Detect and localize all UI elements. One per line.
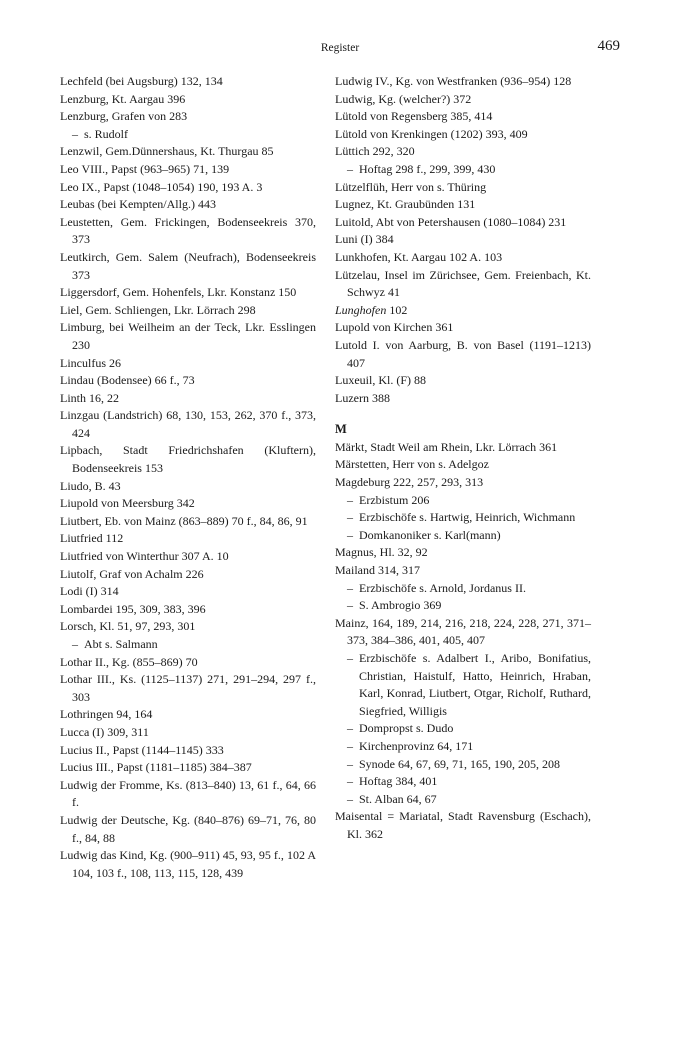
entry-text: Ludwig IV., Kg. von Westfranken (936–954) 128 [335,74,572,88]
index-entry [60,583,316,601]
entry-text: Luzern 388 [335,390,390,405]
index-entry [335,91,591,109]
entry-text: Leustetten, Gem. Frickingen, Bodenseekreis 370, 373 [60,214,316,247]
entry-text: Lothar II., Kg. (855–869) 70 [60,654,198,669]
entry-text: Lenzburg, Kt. Aargau 396 [60,91,186,106]
entry-text: Leutkirch, Gem. Salem (Neufrach), Bodenseekreis 373 [60,249,316,282]
page-header [60,40,620,60]
index-subentry [335,756,591,774]
index-subentry [335,773,591,791]
index-subentry [60,636,316,654]
entry-text: Lupold von Kirchen 361 [335,320,454,335]
entry-text: Lützelflüh, Herr von s. Thüring [335,179,487,194]
entry-text: Erzbischöfe s. Arnold, Jordanus II. [359,580,526,595]
index-column-right [335,73,591,844]
index-entry [335,808,591,843]
entry-text: Magdeburg 222, 257, 293, 313 [335,475,484,490]
subentry-dash: – [347,774,353,789]
index-subentry [335,161,591,179]
index-entry [60,601,316,619]
entry-text: Lechfeld (bei Augsburg) 132, 134 [60,74,223,88]
entry-text: S. Ambrogio 369 [359,598,442,613]
entry-text: Leubas (bei Kempten/Allg.) 443 [60,197,216,212]
page-number: 469 [597,38,620,54]
index-subentry [335,738,591,756]
entry-text: Luni (I) 384 [335,232,394,247]
index-entry [60,618,316,636]
entry-text: Lugnez, Kt. Graubünden 131 [335,197,476,212]
index-entry [335,73,591,91]
entry-text: Kirchenprovinz 64, 171 [359,738,474,753]
index-entry [60,442,316,477]
entry-text: Luitold, Abt von Petershausen (1080–1084) 231 [335,214,567,229]
index-entry [60,530,316,548]
entry-text: Märstetten, Herr von s. Adelgoz [335,457,489,472]
entry-text: Liutbert, Eb. von Mainz (863–889) 70 f., 84, 86, 91 [60,513,308,528]
entry-text: Lipbach, Stadt Friedrichshafen (Kluftern), Bodenseekreis 153 [60,443,316,476]
index-entry [60,407,316,442]
index-entry [335,615,591,650]
index-entry [335,319,591,337]
index-entry [335,126,591,144]
index-entry [335,249,591,267]
entry-text: Liggersdorf, Gem. Hohenfels, Lkr. Konstanz 150 [60,285,297,300]
section-letter-text: M [335,422,347,437]
entry-text: Lütold von Regensberg 385, 414 [335,109,493,124]
entry-text: Magnus, Hl. 32, 92 [335,545,428,560]
index-entry [60,143,316,161]
entry-text: Leo VIII., Papst (963–965) 71, 139 [60,161,230,176]
entry-text: Lüttich 292, 320 [335,144,415,159]
index-entry [60,284,316,302]
entry-text: Lutold I. von Aarburg, B. von Basel (1191–1213) 407 [335,337,591,370]
index-entry [60,302,316,320]
entry-text: Hoftag 384, 401 [359,774,438,789]
entry-text: Lützelau, Insel im Zürichsee, Gem. Freienbach, Kt. Schwyz 41 [335,267,591,300]
index-subentry [335,527,591,545]
entry-text: Liutolf, Graf von Achalm 226 [60,566,204,581]
entry-text: Lothringen 94, 164 [60,707,153,722]
index-entry [60,513,316,531]
entry-text: Liutfried von Winterthur 307 A. 10 [60,549,229,564]
entry-text: Erzbischöfe s. Adalbert I., Aribo, Bonifatius, Christian, Haistulf, Hatto, Heinrich, Hraban, Karl, Konrad, Liutbert, Otgar, Richolf, Ruthard, Siegfried, Willigis [359,651,591,718]
entry-text: Lorsch, Kl. 51, 97, 293, 301 [60,619,196,634]
entry-text: Lucius III., Papst (1181–1185) 384–387 [60,760,252,775]
entry-text: Maisental = Mariatal, Stadt Ravensburg (Eschach), Kl. 362 [335,809,591,841]
index-subentry [335,791,591,809]
entry-text: Abt s. Salmann [84,637,158,651]
entry-text: Ludwig, Kg. (welcher?) 372 [335,91,472,106]
entry-text: Erzbischöfe s. Hartwig, Heinrich, Wichmann [359,510,576,525]
entry-text: Lucius II., Papst (1144–1145) 333 [60,742,224,757]
index-entry [60,214,316,249]
index-entry [60,759,316,777]
entry-text: Dompropst s. Dudo [359,721,454,736]
index-entry [335,390,591,408]
entry-text: Erzbistum 206 [359,492,430,507]
entry-text: Lodi (I) 314 [60,584,119,599]
section-letter [335,421,591,439]
subentry-dash: – [347,791,353,806]
subentry-dash: – [347,651,353,665]
index-entry [60,671,316,706]
index-entry [60,706,316,724]
subentry-dash: – [72,126,78,141]
entry-text: Mailand 314, 317 [335,563,420,578]
index-entry [60,724,316,742]
index-subentry [335,509,591,527]
index-subentry [335,580,591,598]
subentry-dash: – [347,738,353,753]
index-entry [335,439,591,457]
entry-text: Ludwig der Deutsche, Kg. (840–876) 69–71, 76, 80 f., 84, 88 [60,812,316,845]
index-entry [335,231,591,249]
entry-text: Lucca (I) 309, 311 [60,724,149,739]
index-entry [335,267,591,302]
subentry-dash: – [347,721,353,736]
subentry-dash: – [347,598,353,613]
entry-text: Linculfus 26 [60,355,121,370]
index-entry [335,544,591,562]
index-entry [335,372,591,390]
entry-text: Liel, Gem. Schliengen, Lkr. Lörrach 298 [60,302,256,317]
entry-text: Ludwig das Kind, Kg. (900–911) 45, 93, 95 f., 102 A 104, 103 f., 108, 113, 115, 128, 439 [60,848,316,880]
index-entry [60,654,316,672]
index-column-left [60,73,316,882]
index-entry [60,372,316,390]
entry-text: Linzgau (Landstrich) 68, 130, 153, 262, 370 f., 373, 424 [60,408,316,440]
entry-text: Limburg, bei Weilheim an der Teck, Lkr. Esslingen 230 [60,320,316,352]
index-entry [60,73,316,91]
index-entry [60,495,316,513]
entry-text: Lunghofen [335,302,387,317]
index-entry [60,777,316,812]
entry-text: Domkanoniker s. Karl(mann) [359,527,501,542]
index-entry [60,742,316,760]
index-entry [335,474,591,492]
index-entry [60,355,316,373]
entry-text: St. Alban 64, 67 [359,791,437,806]
index-entry [60,847,316,882]
index-entry [335,196,591,214]
subentry-dash: – [347,510,353,525]
subentry-dash: – [347,527,353,542]
index-entry [60,390,316,408]
subentry-dash: – [347,161,353,176]
index-entry [60,91,316,109]
subentry-dash: – [347,756,353,771]
index-entry [60,319,316,354]
index-entry [60,249,316,284]
index-subentry [335,492,591,510]
index-subentry [335,720,591,738]
entry-text: Luxeuil, Kl. (F) 88 [335,373,426,388]
entry-text: Lunkhofen, Kt. Aargau 102 A. 103 [335,249,503,264]
entry-text: Lothar III., Ks. (1125–1137) 271, 291–294, 297 f., 303 [60,672,316,704]
index-entry [60,548,316,566]
index-entry [335,337,591,372]
running-title: Register [320,42,360,54]
entry-text: Liudo, B. 43 [60,478,121,493]
index-entry [60,478,316,496]
index-subentry [335,597,591,615]
subentry-dash: – [347,580,353,595]
index-entry [60,812,316,847]
index-subentry [60,126,316,144]
entry-text: s. Rudolf [84,126,129,141]
subentry-dash: – [72,637,78,651]
index-entry [60,179,316,197]
index-entry [335,214,591,232]
index-entry [60,108,316,126]
entry-text: Lütold von Krenkingen (1202) 393, 409 [335,126,528,141]
index-entry [335,108,591,126]
subentry-dash: – [347,492,353,507]
entry-text: Liutfried 112 [60,531,124,546]
entry-text: Leo IX., Papst (1048–1054) 190, 193 A. 3 [60,179,263,194]
index-entry [60,196,316,214]
entry-text: Synode 64, 67, 69, 71, 165, 190, 205, 208 [359,756,560,771]
entry-text: Lindau (Bodensee) 66 f., 73 [60,373,195,388]
index-entry [335,143,591,161]
index-entry [335,302,591,320]
index-entry [60,566,316,584]
entry-text: Mainz, 164, 189, 214, 216, 218, 224, 228, 271, 371–373, 384–386, 401, 405, 407 [335,615,591,648]
index-entry [335,179,591,197]
entry-text: Ludwig der Fromme, Ks. (813–840) 13, 61 f., 64, 66 f. [60,777,316,810]
entry-text: Lombardei 195, 309, 383, 396 [60,601,206,616]
index-entry [335,562,591,580]
entry-text: Liupold von Meersburg 342 [60,496,195,511]
entry-text: Hoftag 298 f., 299, 399, 430 [359,161,496,176]
index-entry [60,161,316,179]
index-entry [335,456,591,474]
entry-text: Lenzwil, Gem.Dünnershaus, Kt. Thurgau 85 [60,144,274,159]
entry-text: Lenzburg, Grafen von 283 [60,109,188,124]
entry-text: Märkt, Stadt Weil am Rhein, Lkr. Lörrach 361 [335,439,558,454]
entry-text: Linth 16, 22 [60,390,119,405]
index-subentry [335,650,591,720]
entry-page-refs: 102 [386,302,408,317]
